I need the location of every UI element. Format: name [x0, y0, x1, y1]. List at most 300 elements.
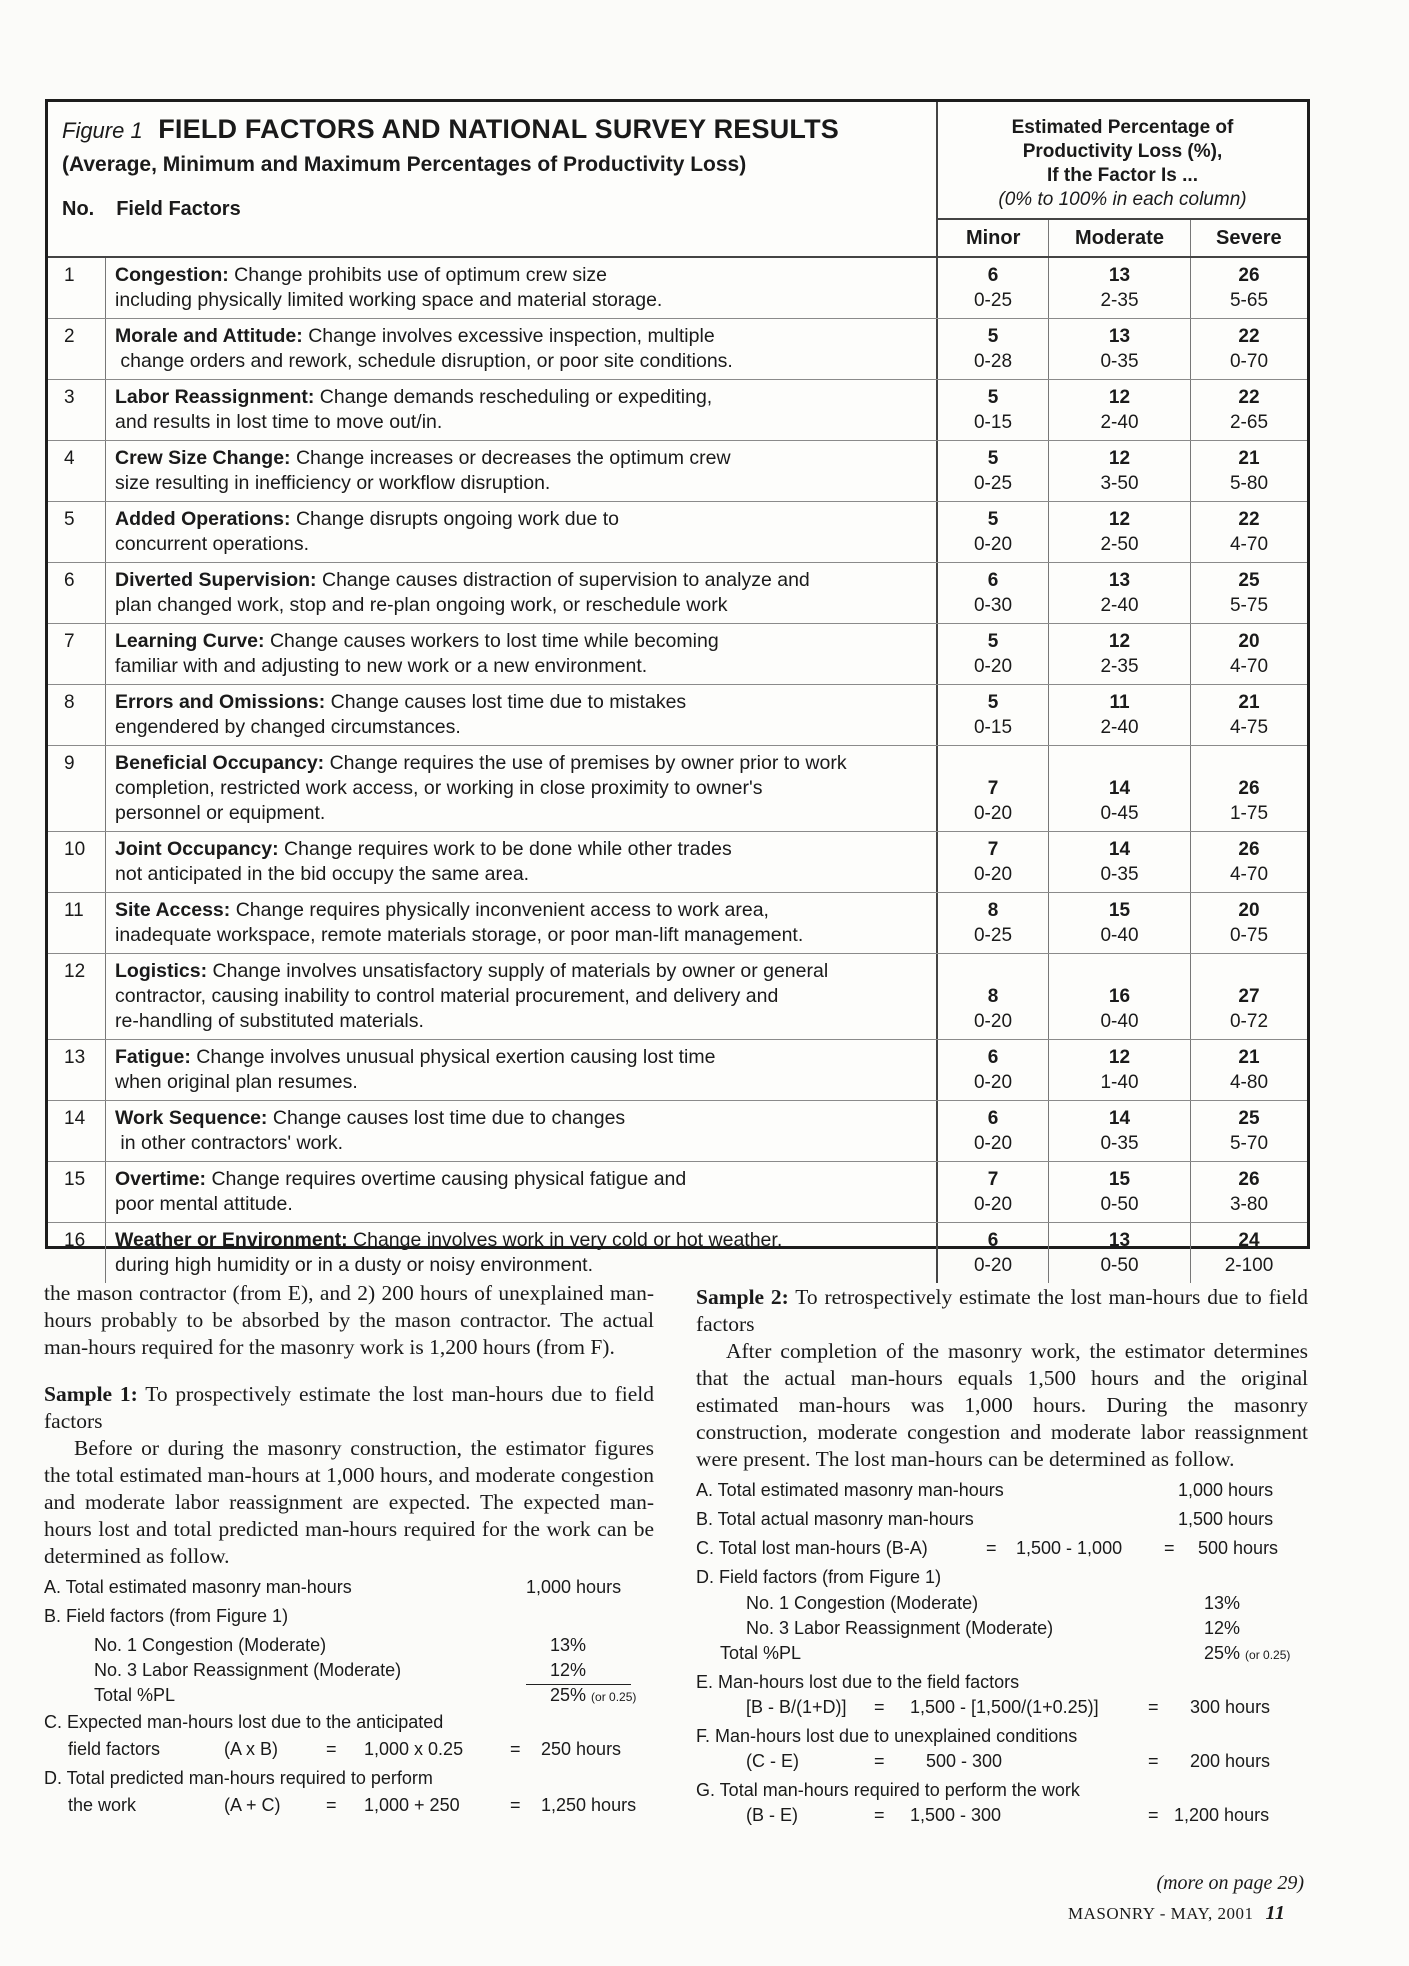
factor-description-line: [115, 1045, 936, 1070]
factor-row: [48, 441, 1307, 502]
factor-description: [106, 380, 936, 440]
estimate-header: [936, 102, 1307, 218]
factor-description-line: [115, 751, 936, 776]
range-value: 0-20: [973, 803, 1013, 824]
factor-description: [106, 1162, 936, 1222]
r-calc-f-row: [696, 1723, 1308, 1748]
average-value: 26: [1238, 265, 1260, 286]
factor-text: Change causes lost time due to mistakes: [330, 691, 687, 713]
factor-number: 12: [48, 954, 106, 1039]
loss-cell-severe: [1190, 1101, 1307, 1161]
loss-cell-minor: [936, 893, 1048, 953]
factor-row: [48, 746, 1307, 832]
factor-row: [48, 1162, 1307, 1223]
average-value: 22: [1238, 509, 1260, 530]
col-no-header: No.: [62, 198, 95, 220]
r-calc-d1-row: [696, 1590, 1308, 1615]
loss-cell-severe: [1190, 502, 1307, 562]
factor-name: Added Operations:: [115, 508, 291, 530]
sample2-title: To retrospectively estimate the lost man-hours due to field factors: [696, 1285, 1309, 1336]
range-value: 0-25: [973, 925, 1013, 946]
loss-cell-severe: [1190, 563, 1307, 623]
factor-description-line: [115, 1009, 936, 1034]
factor-text: plan changed work, stop and re-plan ongoing work, or reschedule work: [115, 594, 728, 616]
r-calc-e2-row: [696, 1694, 1308, 1723]
range-value: 0-50: [1100, 1194, 1139, 1215]
r-calc-d1-label: No. 1 Congestion (Moderate): [746, 1593, 979, 1613]
r-calc-f-calc: 500 - 300: [926, 1751, 1003, 1771]
r-calc-b-row: [696, 1506, 1308, 1535]
factor-row: [48, 502, 1307, 563]
continued-note: (more on page 29): [1156, 1872, 1304, 1894]
page-footer: [1068, 1902, 1285, 1925]
factor-description-line: [115, 532, 936, 557]
range-value: 2-40: [1100, 412, 1139, 433]
loss-cell-moderate: [1048, 380, 1190, 440]
loss-cell-moderate: [1048, 502, 1190, 562]
factor-description-line: [115, 1228, 936, 1253]
loss-cell-severe: [1190, 954, 1307, 1039]
calc-b1-row: [44, 1632, 654, 1657]
factor-description-line: [115, 1167, 936, 1192]
r-calc-c-eq2: =: [1164, 1538, 1175, 1558]
factor-text: Change requires work to be done while other trades: [284, 838, 732, 860]
range-value: 0-45: [1100, 803, 1139, 824]
range-value: 4-75: [1229, 717, 1269, 738]
factor-text: Change prohibits use of optimum crew size: [234, 264, 607, 286]
average-value: 13: [1108, 326, 1131, 347]
calc-d-label: D. Total predicted man-hours required to perform: [44, 1768, 433, 1788]
r-calc-d2-row: [696, 1615, 1308, 1640]
loss-cell-minor: [936, 746, 1048, 831]
r-calc-g-calc: 1,500 - 300: [910, 1805, 1002, 1825]
r-calc-e-row: [696, 1669, 1308, 1694]
loss-cell-moderate: [1048, 832, 1190, 892]
r-calc-e-label: E. Man-hours lost due to the field factors: [696, 1672, 1020, 1692]
factor-description-line: [115, 629, 936, 654]
range-value: 4-70: [1229, 656, 1269, 677]
loss-cell-moderate: [1048, 1040, 1190, 1100]
loss-cell-minor: [936, 441, 1048, 501]
factor-description-line: [115, 1131, 936, 1156]
average-value: 25: [1238, 1108, 1260, 1129]
intro-paragraph: the mason contractor (from E), and 2) 200 hours of unexplained man-hours probably to be absorbed by the mason contractor. The actual man-hours required for the masonry work is 1,200 hours (from F).: [44, 1281, 654, 1359]
factor-number: 16: [48, 1223, 106, 1283]
average-value: 5: [987, 448, 999, 469]
calc-b-total-note: (or 0.25): [591, 1690, 637, 1704]
r-calc-f2-row: [696, 1748, 1308, 1777]
figure-subtitle: (Average, Minimum and Maximum Percentages of Productivity Loss): [62, 153, 747, 176]
factor-name: Logistics:: [115, 960, 208, 982]
r-calc-b-value: 1,500 hours: [1178, 1509, 1274, 1529]
range-value: 5-80: [1229, 473, 1269, 494]
average-value: 6: [987, 1108, 999, 1129]
r-calc-d-label: D. Field factors (from Figure 1): [696, 1567, 942, 1587]
minor-header: Minor: [938, 220, 1049, 256]
factor-description-line: [115, 898, 936, 923]
estimate-line-3: If the Factor Is ...: [1047, 165, 1198, 186]
factor-description-line: [115, 385, 936, 410]
average-value: 20: [1238, 900, 1260, 921]
factor-text: engendered by changed circumstances.: [115, 716, 461, 738]
range-value: 5-75: [1229, 595, 1269, 616]
average-value: 12: [1108, 448, 1131, 469]
range-value: 0-75: [1229, 925, 1269, 946]
range-value: 4-70: [1229, 864, 1269, 885]
loss-cell-moderate: [1048, 441, 1190, 501]
average-value: 16: [1108, 986, 1131, 1007]
sample2-body: After completion of the masonry work, the estimator determines that the actual man-hours equals 1,500 hours and the original estimated man-hours was 1,000 hours. During the masonry construction, moderate congestion and moderate labor reassignment were present. The lost man-hours can be determined as follow.: [696, 1339, 1308, 1471]
calc-c-row: [44, 1709, 654, 1736]
r-calc-f-value: 200 hours: [1190, 1751, 1271, 1771]
loss-cell-minor: [936, 1101, 1048, 1161]
factor-name: Overtime:: [115, 1168, 207, 1190]
range-value: 3-50: [1100, 473, 1139, 494]
factor-description: [106, 685, 936, 745]
factor-number: 7: [48, 624, 106, 684]
factor-text: Change causes workers to lost time while becoming: [269, 630, 719, 652]
loss-cell-severe: [1190, 1040, 1307, 1100]
calc-c-label: C. Expected man-hours lost due to the anticipated: [44, 1712, 444, 1732]
factor-description: [106, 441, 936, 501]
range-value: 0-20: [973, 1133, 1013, 1154]
estimate-line-1: Estimated Percentage of: [1011, 117, 1234, 138]
range-value: 0-35: [1100, 351, 1139, 372]
range-value: 0-20: [973, 864, 1013, 885]
average-value: 22: [1238, 326, 1260, 347]
calc-d-row: [44, 1765, 654, 1792]
loss-cell-moderate: [1048, 1101, 1190, 1161]
factor-name: Work Sequence:: [115, 1107, 268, 1129]
calc-b-row: [44, 1603, 654, 1632]
calc-d2-row: [44, 1792, 654, 1819]
factor-text: Change demands rescheduling or expediting,: [319, 386, 713, 408]
r-calc-d2-label: No. 3 Labor Reassignment (Moderate): [746, 1618, 1054, 1638]
loss-cell-moderate: [1048, 893, 1190, 953]
factor-text: in other contractors' work.: [115, 1132, 344, 1154]
factor-text: Change requires the use of premises by owner prior to work: [329, 752, 847, 774]
loss-cell-moderate: [1048, 1223, 1190, 1283]
range-value: 0-28: [973, 351, 1013, 372]
range-value: 2-50: [1100, 534, 1139, 555]
factor-name: Weather or Environment:: [115, 1229, 348, 1251]
factor-number: 4: [48, 441, 106, 501]
r-calc-e-eq2: =: [1148, 1697, 1159, 1717]
average-value: 27: [1238, 986, 1260, 1007]
average-value: 7: [987, 1169, 999, 1190]
r-calc-f-formula: (C - E): [746, 1751, 799, 1771]
range-value: 1-75: [1229, 803, 1269, 824]
factor-name: Labor Reassignment:: [115, 386, 315, 408]
average-value: 22: [1238, 387, 1260, 408]
loss-cell-minor: [936, 380, 1048, 440]
average-value: 6: [987, 1047, 999, 1068]
factor-text: concurrent operations.: [115, 533, 310, 555]
factor-description: [106, 1101, 936, 1161]
factor-name: Site Access:: [115, 899, 231, 921]
factor-description-line: [115, 1106, 936, 1131]
calc-b2-row: [44, 1657, 654, 1682]
average-value: 5: [987, 326, 999, 347]
loss-cell-moderate: [1048, 1162, 1190, 1222]
range-value: 2-40: [1100, 717, 1139, 738]
loss-cell-severe: [1190, 319, 1307, 379]
factor-description-line: [115, 837, 936, 862]
factor-number: 10: [48, 832, 106, 892]
estimate-line-2: Productivity Loss (%),: [1022, 141, 1223, 162]
factor-description-line: [115, 690, 936, 715]
calc-c-formula: (A x B): [224, 1739, 279, 1759]
average-value: 12: [1108, 387, 1131, 408]
range-value: 0-20: [973, 534, 1013, 555]
sample2-heading: [696, 1284, 1308, 1338]
factor-description-line: [115, 263, 936, 288]
factor-text: including physically limited working space and material storage.: [115, 289, 663, 311]
factor-description-line: [115, 324, 936, 349]
factor-description-line: [115, 959, 936, 984]
loss-cell-minor: [936, 832, 1048, 892]
range-value: 0-20: [973, 656, 1013, 677]
factor-row: [48, 1101, 1307, 1162]
loss-cell-severe: [1190, 380, 1307, 440]
factor-description-line: [115, 288, 936, 313]
sample1-title: To prospectively estimate the lost man-hours due to field factors: [44, 1382, 654, 1433]
r-calc-a-label: A. Total estimated masonry man-hours: [696, 1480, 1004, 1500]
r-calc-f-eq1: =: [874, 1751, 885, 1771]
average-value: 21: [1238, 1047, 1260, 1068]
r-calc-c-calc: 1,500 - 1,000: [1016, 1538, 1123, 1558]
factor-text: Change disrupts ongoing work due to: [295, 508, 619, 530]
r-calc-d-total-note: (or 0.25): [1245, 1648, 1291, 1662]
average-value: 7: [987, 778, 999, 799]
factor-row: [48, 1040, 1307, 1101]
factor-number: 9: [48, 746, 106, 831]
loss-cell-minor: [936, 258, 1048, 318]
calc-c2-row: [44, 1736, 654, 1765]
average-value: 12: [1108, 1047, 1131, 1068]
average-value: 6: [987, 265, 999, 286]
sample2-label: Sample 2:: [696, 1285, 789, 1309]
loss-cell-minor: [936, 1162, 1048, 1222]
calc-d-formula: (A + C): [224, 1795, 281, 1815]
average-value: 13: [1108, 570, 1131, 591]
average-value: 5: [987, 692, 999, 713]
factor-name: Errors and Omissions:: [115, 691, 326, 713]
range-value: 2-35: [1100, 656, 1139, 677]
factor-text: completion, restricted work access, or working in close proximity to owner's: [115, 777, 763, 799]
calc-d-label-2: the work: [68, 1795, 137, 1815]
loss-cell-minor: [936, 1223, 1048, 1283]
calc-b-total-label: Total %PL: [94, 1685, 176, 1705]
loss-cell-severe: [1190, 1223, 1307, 1283]
range-value: 3-80: [1229, 1194, 1269, 1215]
figure-table: [45, 99, 1310, 1276]
average-value: 5: [987, 509, 999, 530]
factor-description-line: [115, 984, 936, 1009]
factor-row: [48, 685, 1307, 746]
factor-description-line: [115, 1070, 936, 1095]
r-calc-g2-row: [696, 1802, 1308, 1829]
loss-cell-moderate: [1048, 685, 1190, 745]
loss-cell-severe: [1190, 746, 1307, 831]
factor-description-line: [115, 715, 936, 740]
factor-name: Crew Size Change:: [115, 447, 291, 469]
average-value: 15: [1108, 900, 1131, 921]
factor-text: Change requires overtime causing physical fatigue and: [211, 1168, 687, 1190]
range-value: 0-30: [973, 595, 1013, 616]
range-value: 0-15: [973, 717, 1013, 738]
severe-header: Severe: [1215, 227, 1282, 249]
average-value: 6: [987, 1230, 999, 1251]
calc-c-eq1: =: [326, 1739, 337, 1759]
average-value: 8: [987, 900, 999, 921]
calc-b-total-pct: 25%: [550, 1685, 587, 1705]
calc-c-calc: 1,000 x 0.25: [364, 1739, 464, 1759]
factor-text: contractor, causing inability to control material procurement, and delivery and: [115, 985, 779, 1007]
factor-name: Congestion:: [115, 264, 229, 286]
factor-number: 8: [48, 685, 106, 745]
r-calc-g-value: 1,200 hours: [1174, 1805, 1270, 1825]
range-value: 5-70: [1229, 1133, 1269, 1154]
column-headers: [62, 198, 241, 221]
average-value: 11: [1109, 692, 1130, 713]
loss-cell-minor: [936, 319, 1048, 379]
average-value: 5: [987, 631, 999, 652]
factor-name: Joint Occupancy:: [115, 838, 279, 860]
factor-description-line: [115, 923, 936, 948]
calc-b-total-value: [550, 1682, 636, 1711]
factor-text: Change requires physically inconvenient access to work area,: [235, 899, 769, 921]
factor-number: 13: [48, 1040, 106, 1100]
calc-c-eq2: =: [510, 1739, 521, 1759]
factor-text: during high humidity or in a dusty or noisy environment.: [115, 1254, 593, 1276]
factor-row: [48, 380, 1307, 441]
figure-title: [62, 112, 962, 148]
r-calc-f-eq2: =: [1148, 1751, 1159, 1771]
r-calc-c-value: 500 hours: [1198, 1538, 1279, 1558]
factor-description-line: [115, 1253, 936, 1278]
factor-name: Learning Curve:: [115, 630, 265, 652]
average-value: 20: [1238, 631, 1260, 652]
range-value: 0-50: [1100, 1255, 1139, 1276]
factor-name: Morale and Attitude:: [115, 325, 303, 347]
factor-description: [106, 502, 936, 562]
col-factors-header: Field Factors: [116, 198, 241, 220]
factor-description-line: [115, 507, 936, 532]
loss-cell-minor: [936, 1040, 1048, 1100]
factor-number: 3: [48, 380, 106, 440]
sample1-body: Before or during the masonry construction, the estimator figures the total estimated man-hours at 1,000 hours, and moderate congestion and moderate labor reassignment are expected. The expected man-hours lost and total predicted man-hours required for the work can be determined as follow.: [44, 1436, 654, 1568]
factor-description: [106, 746, 936, 831]
factor-text: change orders and rework, schedule disruption, or poor site conditions.: [115, 350, 733, 372]
range-value: 0-25: [973, 473, 1013, 494]
calc-d-eq2: =: [510, 1795, 521, 1815]
factor-text: size resulting in inefficiency or workflow disruption.: [115, 472, 551, 494]
factor-description-line: [115, 801, 936, 826]
average-value: 5: [987, 387, 999, 408]
calc-b-label: B. Field factors (from Figure 1): [44, 1606, 289, 1626]
range-value: 0-72: [1229, 1011, 1269, 1032]
average-value: 14: [1108, 1108, 1131, 1129]
average-value: 26: [1238, 778, 1260, 799]
average-value: 21: [1238, 692, 1260, 713]
average-value: 8: [987, 986, 999, 1007]
average-value: 26: [1238, 839, 1260, 860]
factor-row: [48, 893, 1307, 954]
factor-text: personnel or equipment.: [115, 802, 326, 824]
figure-label: Figure 1: [62, 118, 143, 143]
range-value: 0-35: [1100, 1133, 1139, 1154]
factor-number: 14: [48, 1101, 106, 1161]
sample1-label: Sample 1:: [44, 1382, 138, 1406]
average-value: 12: [1108, 509, 1131, 530]
factor-row: [48, 624, 1307, 685]
factor-number: 2: [48, 319, 106, 379]
r-calc-a-value: 1,000 hours: [1178, 1480, 1274, 1500]
factor-description-line: [115, 1192, 936, 1217]
r-calc-f-label: F. Man-hours lost due to unexplained conditions: [696, 1726, 1078, 1746]
factor-text: Change involves work in very cold or hot weather,: [353, 1229, 783, 1251]
loss-cell-severe: [1190, 1162, 1307, 1222]
loss-cell-moderate: [1048, 563, 1190, 623]
loss-cell-minor: [936, 624, 1048, 684]
factor-description-line: [115, 776, 936, 801]
loss-cell-minor: [936, 954, 1048, 1039]
calc-b1-label: No. 1 Congestion (Moderate): [94, 1635, 327, 1655]
factor-description-line: [115, 568, 936, 593]
factor-name: Diverted Supervision:: [115, 569, 317, 591]
loss-cell-severe: [1190, 832, 1307, 892]
loss-cell-moderate: [1048, 624, 1190, 684]
factor-description: [106, 1040, 936, 1100]
range-value: 0-20: [973, 1072, 1013, 1093]
factor-name: Fatigue:: [115, 1046, 191, 1068]
left-column: [44, 1280, 654, 1819]
factor-row: [48, 258, 1307, 319]
loss-cell-severe: [1190, 441, 1307, 501]
factor-text: Change involves excessive inspection, multiple: [308, 325, 715, 347]
loss-cell-minor: [936, 563, 1048, 623]
r-calc-e-formula: [B - B/(1+D)]: [746, 1697, 847, 1717]
factor-text: Change involves unusual physical exertion causing lost time: [196, 1046, 716, 1068]
factor-text: when original plan resumes.: [115, 1071, 358, 1093]
r-calc-d-total-value: [1204, 1640, 1290, 1669]
factor-text: Change involves unsatisfactory supply of materials by owner or general: [212, 960, 829, 982]
r-calc-c-row: [696, 1535, 1308, 1564]
range-value: 5-65: [1229, 290, 1269, 311]
factor-description-line: [115, 349, 936, 374]
r-calc-e-value: 300 hours: [1190, 1697, 1271, 1717]
calc-b2-value: 12%: [526, 1657, 631, 1685]
r-calc-d1-value: 13%: [1204, 1593, 1241, 1613]
range-value: 0-35: [1100, 864, 1139, 885]
r-calc-d-row: [696, 1564, 1308, 1590]
factor-text: Change causes distraction of supervision to analyze and: [321, 569, 810, 591]
sample2-calc: [696, 1477, 1308, 1829]
factor-text: Change causes lost time due to changes: [272, 1107, 626, 1129]
average-value: 6: [987, 570, 999, 591]
calc-a-value: 1,000 hours: [526, 1577, 622, 1597]
factor-description-line: [115, 654, 936, 679]
factor-description: [106, 1223, 936, 1283]
range-value: 1-40: [1100, 1072, 1139, 1093]
factor-description-line: [115, 410, 936, 435]
range-value: 0-20: [973, 1194, 1013, 1215]
r-calc-d2-value: 12%: [1204, 1618, 1241, 1638]
average-value: 7: [987, 839, 999, 860]
r-calc-a-row: [696, 1477, 1308, 1506]
loss-cell-severe: [1190, 624, 1307, 684]
